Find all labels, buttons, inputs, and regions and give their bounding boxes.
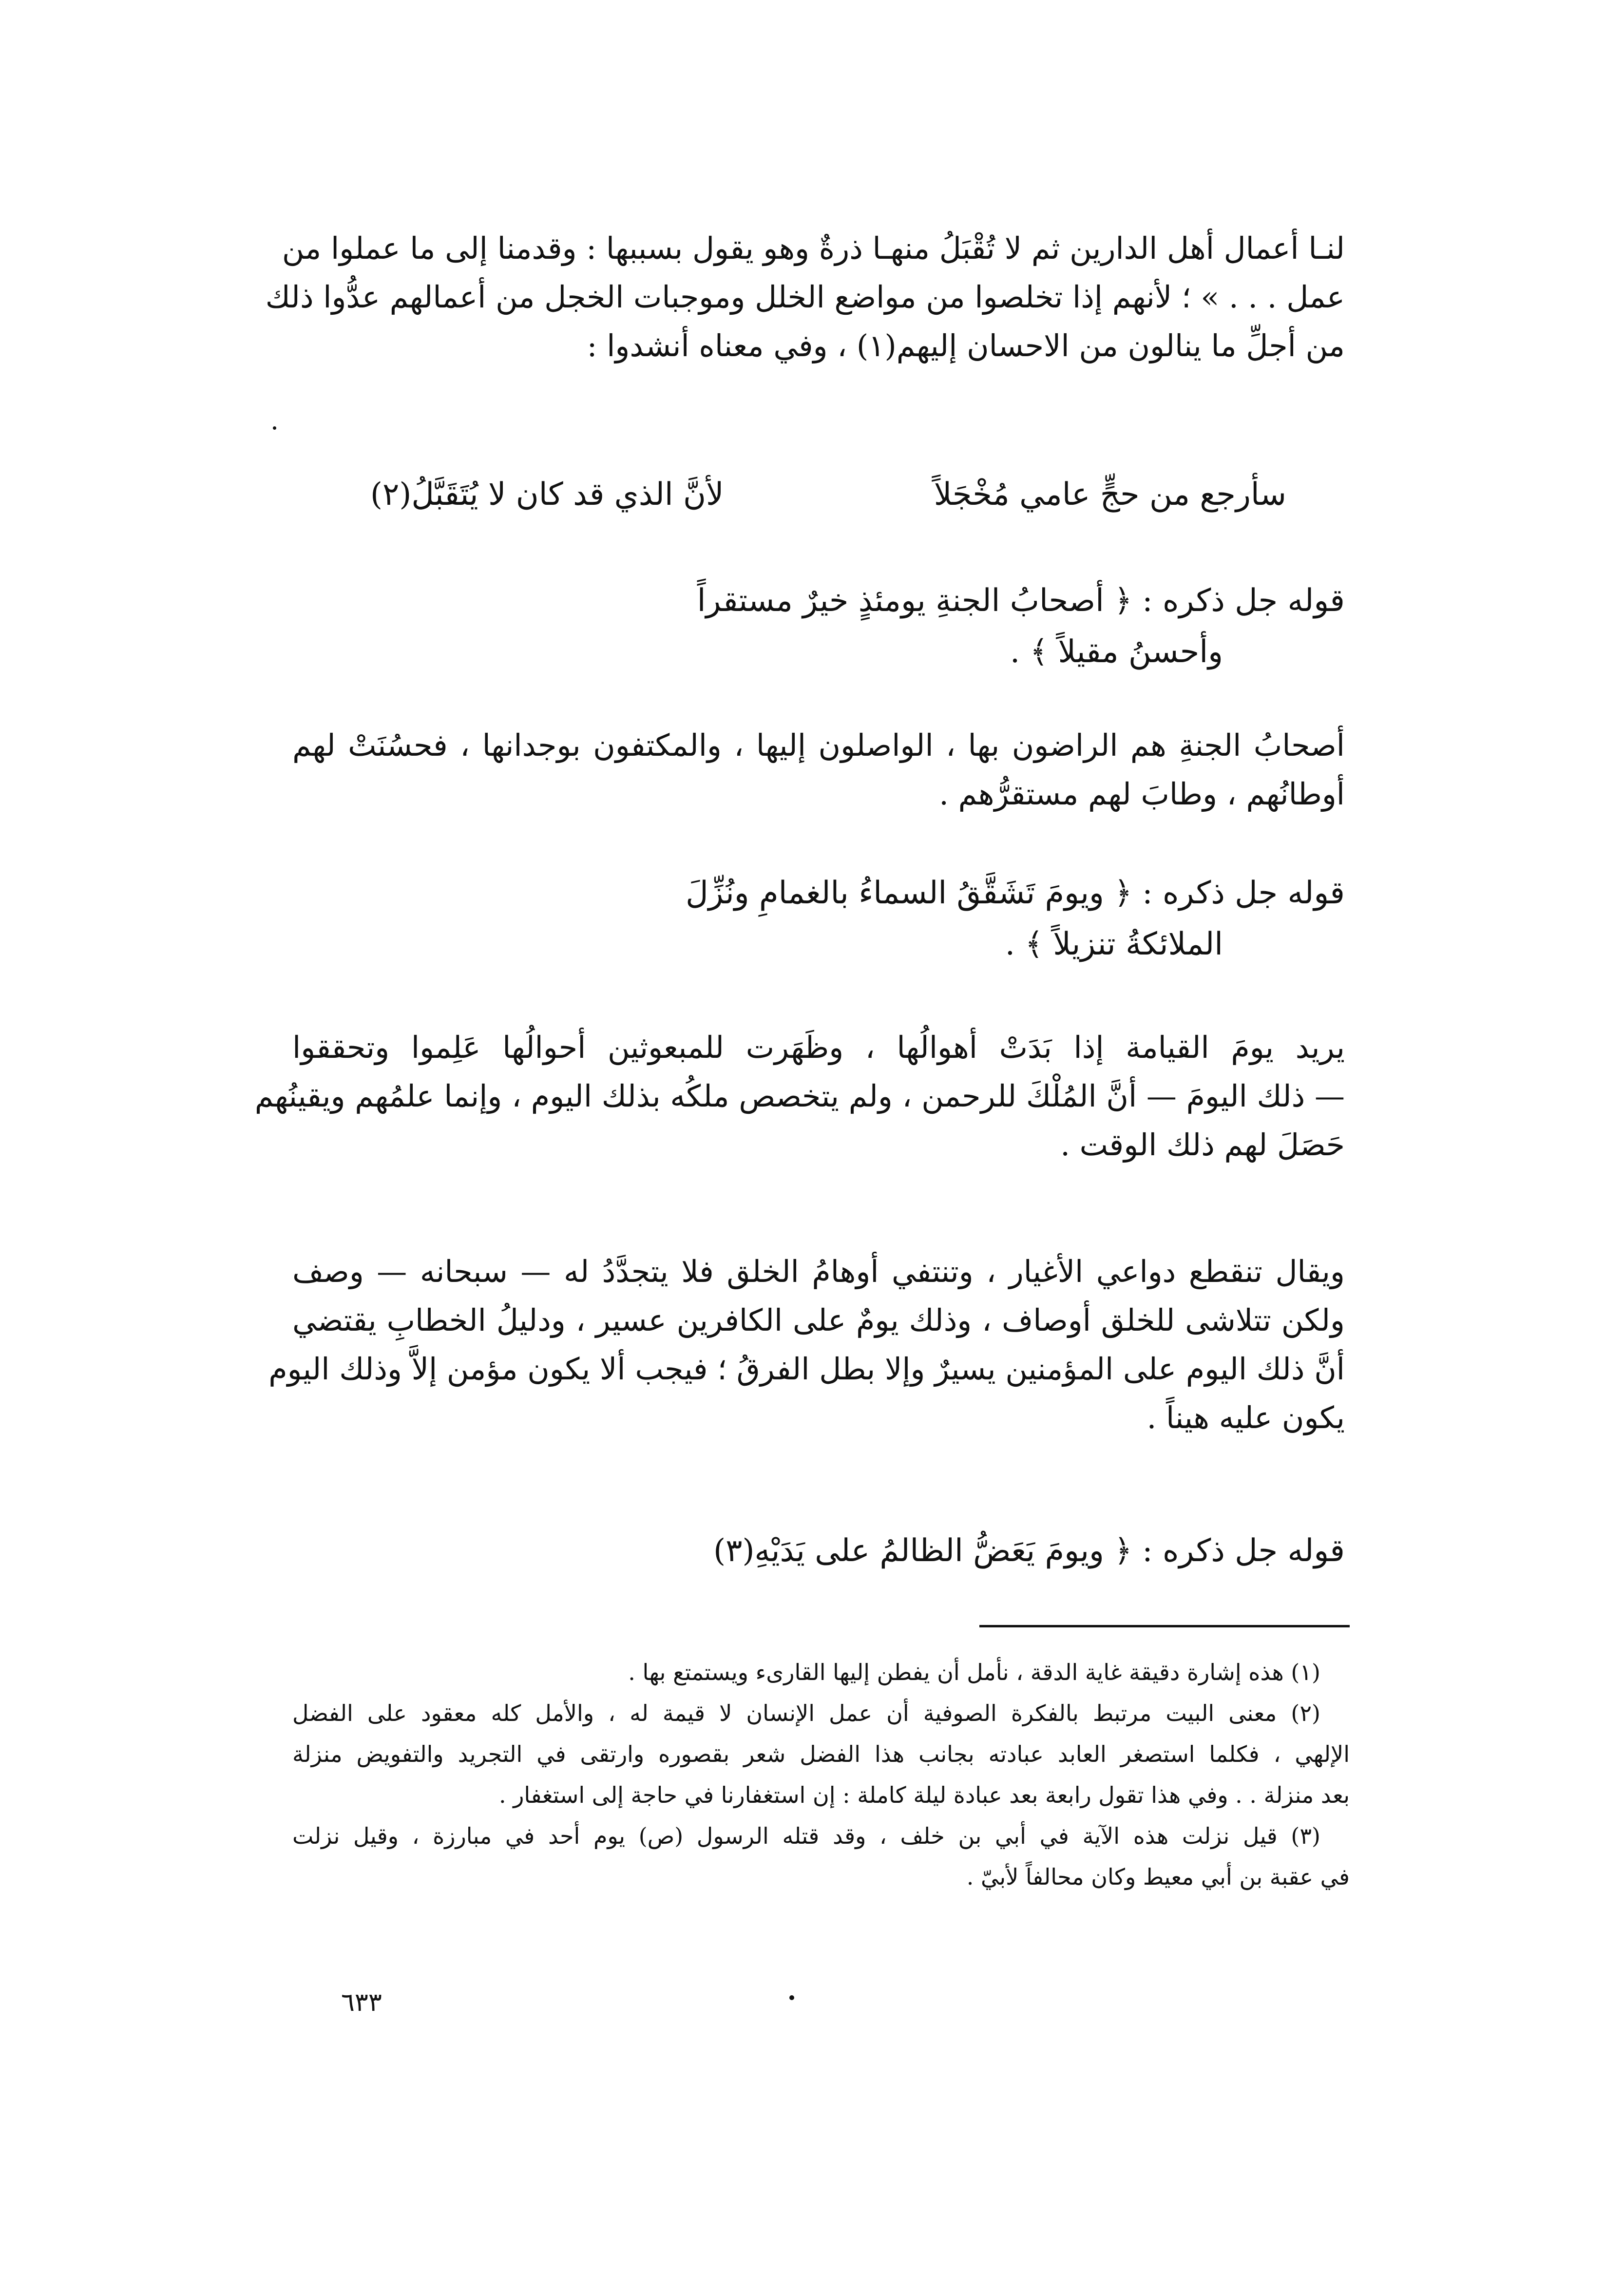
footnote-line: الإلهي ، فكلما استصغر العابد عبادته بجانب هذا الفضل شعر بقصوره وارتقى في التجريد والتفويض منزلة [292,1741,1350,1767]
paragraph-4 [268,1247,1345,1442]
quote-line: قوله جل ذكره : ﴿ ويومَ تَشَقَّقُ السماءُ بالغمامِ ونُزِّلَ [686,875,1345,911]
paragraph-line: ويقال تنقطع دواعي الأغيار ، وتنتفي أوهامُ الخلق فلا يتجدَّدُ له — سبحانه — وصف [292,1254,1345,1289]
paragraph-line: حَصَلَ لهم ذلك الوقت . [1060,1127,1345,1163]
footnote-separator [979,1625,1350,1627]
paragraph-line: — ذلك اليومَ — أنَّ المُلْكَ للرحمن ، ولم يتخصص ملكُه بذلك اليوم ، وإنما علمُهم ويقينُهم [254,1078,1345,1114]
paragraph-line: عمل . . . » ؛ لأنهم إذا تخلصوا من مواضع الخلل وموجبات الخجل من أعمالهم عدُّوا ذلك [265,279,1345,315]
verse-first-hemistich: سأرجع من حجٍّ عامي مُخْجَلاً [934,477,1286,513]
quote-line: وأحسنُ مقيلاً ﴾ . [1010,634,1223,670]
quran-quote-1 [292,575,1345,677]
paragraph-line: ولكن تتلاشى للخلق أوصاف ، وذلك يومٌ على الكافرين عسير ، ودليلُ الخطابِ يقتضي [292,1302,1345,1338]
paragraph-line: أنَّ ذلك اليوم على المؤمنين يسيرٌ وإلا بطل الفرقُ ؛ فيجب ألا يكون مؤمن إلاَّ وذلك اليوم [268,1351,1345,1387]
quote-line: قوله جل ذكره : ﴿ ويومَ يَعَضُّ الظالمُ على يَدَيْهِ(٣) [713,1533,1345,1569]
paragraph-3 [254,1023,1345,1169]
paragraph-2 [292,721,1345,819]
paragraph-line: يريد يومَ القيامة إذا بَدَتْ أهوالُها ، وظَهَرت للمبعوثين أحوالُها عَلِموا وتحققوا [292,1030,1345,1065]
paragraph-1 [265,224,1345,370]
quran-quote-2 [292,867,1345,970]
footnote-line: في عقبة بن أبي معيط وكان محالفاً لأبيّ . [966,1864,1350,1890]
scan-speck [789,1995,794,2000]
poetry-verse [370,468,1286,521]
verse-second-hemistich: لأنَّ الذي قد كان لا يُتَقَبَّلُ(٢) [370,477,724,513]
page-number: ٦٣٣ [341,1988,382,2017]
quran-quote-3 [292,1525,1345,1576]
footnote-line: (٢) معنى البيت مرتبط بالفكرة الصوفية أن عمل الإنسان لا قيمة له ، والأمل كله معقود على الفضل [292,1700,1320,1726]
paragraph-line: أصحابُ الجنةِ هم الراضون بها ، الواصلون إليها ، والمكتفون بوجدانها ، فحسُنَتْ لهم [292,727,1345,763]
paragraph-line: يكون عليه هيناً . [1146,1400,1345,1435]
quote-line: الملائكةُ تنزيلاً ﴾ . [1005,926,1223,962]
paragraph-line: أوطانُهم ، وطابَ لهم مستقرُّهم . [939,776,1345,812]
footnotes [292,1652,1350,1897]
footnote-line: (٣) قيل نزلت هذه الآية في أبي بن خلف ، وقد قتله الرسول (ص) يوم أحد في مبارزة ، وقيل نزلت [292,1823,1320,1849]
footnote-line: بعد منزلة . . وفي هذا تقول رابعة بعد عبادة ليلة كاملة : إن استغفارنا في حاجة إلى استغفار . [498,1782,1350,1808]
scan-speck [273,426,276,430]
footnote-line: (١) هذه إشارة دقيقة غاية الدقة ، نأمل أن يفطن إليها القارىء ويستمتع بها . [628,1659,1320,1685]
paragraph-line: من أجلِّ ما ينالون من الاحسان إليهم(١) ، وفي معناه أنشدوا : [587,328,1345,363]
paragraph-line: لنـا أعمال أهل الدارين ثم لا تُقْبَلُ منهـا ذرةٌ وهو يقول بسببها : وقدمنا إلى ما عملوا من [282,230,1345,266]
quote-line: قوله جل ذكره : ﴿ أصحابُ الجنةِ يومئذٍ خيرٌ مستقراً [697,583,1345,619]
